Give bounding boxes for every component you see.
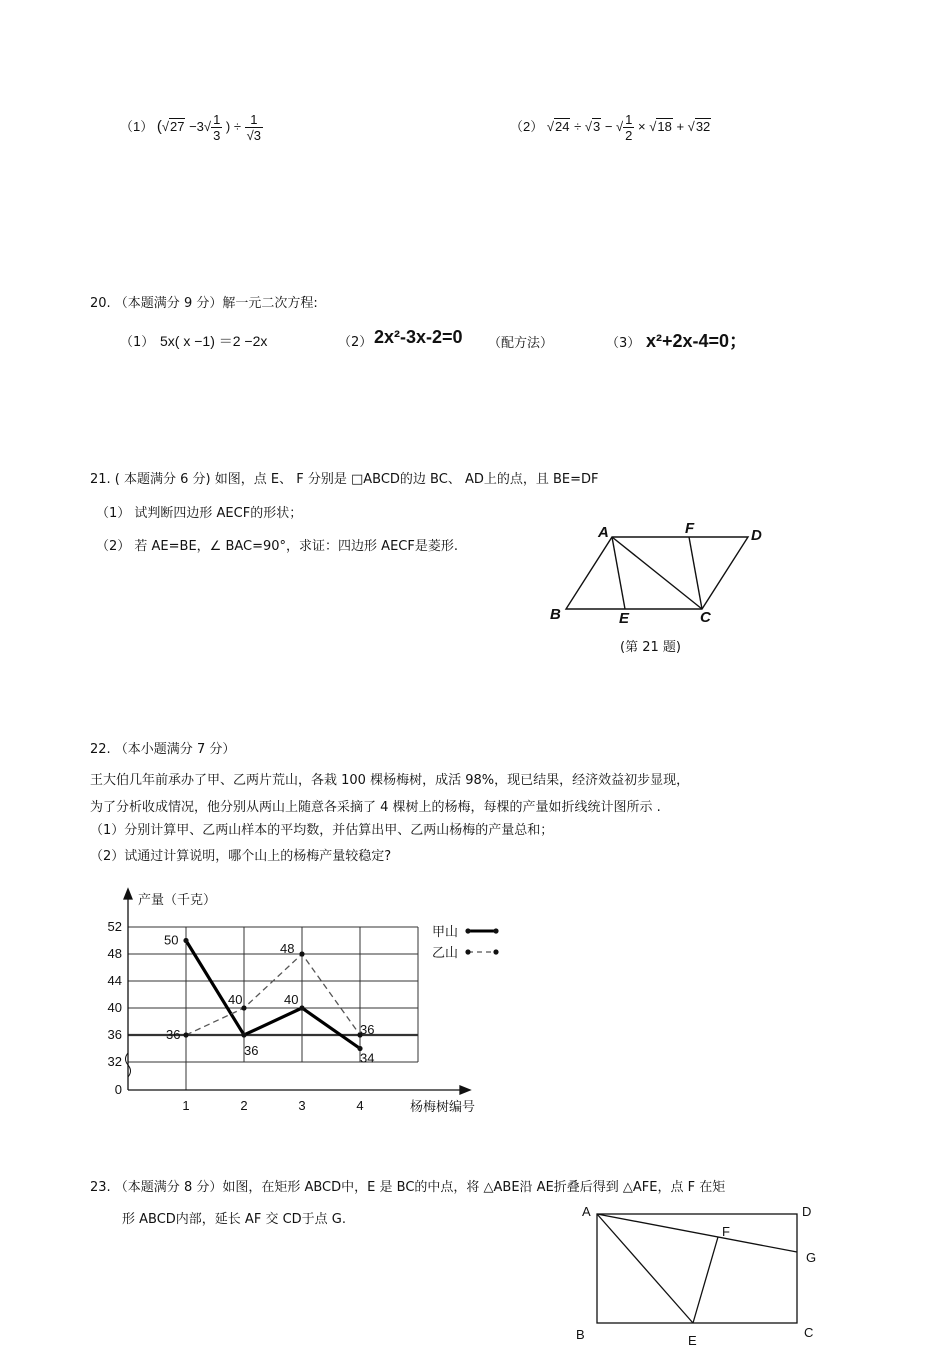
q21-label-d: D: [751, 527, 762, 544]
q19-p1-label: （1）: [120, 118, 154, 134]
x-axis-title: 杨梅树编号: [410, 1099, 476, 1114]
q20-part3-expr: x²+2x-4=0；: [646, 331, 748, 351]
q19-p2-label: （2）: [510, 118, 544, 134]
q21-label-f: F: [685, 520, 695, 537]
x-tick-label: 4: [356, 1098, 364, 1113]
legend-label: 乙山: [432, 945, 459, 960]
data-label: 36: [360, 1022, 375, 1037]
q23-segment-ae: [597, 1214, 693, 1323]
legend-marker: [493, 928, 498, 933]
data-label: 40: [228, 992, 243, 1007]
q20-part2-expr: 2x²-3x-2=0: [374, 327, 463, 347]
series-line-1: [186, 941, 360, 1049]
q19-p1-coef: −3: [189, 118, 204, 134]
q22-line-chart: [100, 885, 520, 1120]
legend-label: 甲山: [432, 924, 459, 939]
q19-p2-radicand-3: 3: [592, 118, 601, 134]
legend-marker: [493, 949, 498, 954]
data-label: 36: [166, 1027, 181, 1042]
q19-p2-div: ÷: [574, 118, 582, 134]
q22-heading: 22. （本小题满分 7 分）: [90, 742, 236, 757]
y-axis-title: 产量（千克）: [138, 892, 217, 907]
x-tick-labels: [182, 1098, 363, 1113]
q21-label-a: A: [598, 524, 609, 541]
y-tick-label: 0: [114, 1082, 122, 1097]
q19-p2-radicand-24: 24: [554, 118, 570, 134]
chart-grid: [128, 927, 418, 1090]
q23-label-g: G: [806, 1250, 817, 1265]
q23-line2: 形 ABCD内部，延长 AF 交 CD于点 G.: [122, 1212, 346, 1227]
q23-segment-ag: [597, 1214, 797, 1252]
q23-line1: 23. （本题满分 8 分）如图，在矩形 ABCD中，E 是 BC的中点，将 △ABE沿 AE折叠后得到 △AFE，点 F 在矩: [90, 1180, 726, 1195]
q21-label-b: B: [550, 606, 561, 623]
data-label: 48: [280, 941, 295, 956]
q19-p2-minus: −: [604, 118, 613, 134]
q21-segment-ac: [612, 537, 702, 609]
legend-marker: [465, 928, 470, 933]
y-tick-label: 36: [107, 1027, 122, 1042]
q22-line2: 为了分析收成情况，他分别从两山上随意各采摘了 4 棵树上的杨梅，每棵的产量如折线统计图所示 .: [90, 800, 661, 815]
q21-label-c: C: [700, 609, 711, 626]
data-label: 34: [360, 1050, 375, 1066]
q21-segment-ae: [612, 537, 625, 609]
q22-part2: （2）试通过计算说明，哪个山上的杨梅产量较稳定?: [90, 849, 392, 864]
q23-label-b: B: [576, 1327, 585, 1342]
q22-line1: 王大伯几年前承办了甲、乙两片荒山，各栽 100 棵杨梅树，成活 98%，现已结果，经济效益初步显现，: [90, 773, 690, 788]
q19-p1-frac-1-sqrt3: $\frac{1}{√3}$: [246, 112, 261, 143]
data-point: [183, 1032, 188, 1037]
q19-p2-times: ×: [638, 118, 646, 134]
legend-marker: [465, 949, 470, 954]
q19-p2-radicand-18: 18: [657, 118, 672, 134]
q19-part2: （2） √24 ÷ √3 − √ $\frac{1}{2}$ × √18 + √32: [510, 112, 711, 143]
q23-rectangle-abcd: [597, 1214, 797, 1323]
data-point: [183, 938, 188, 943]
q19-p2-frac-1-2: $\frac{1}{2}$: [625, 112, 633, 143]
q21-parallelogram-figure: [540, 515, 780, 635]
q21-segment-fc: [689, 537, 702, 609]
data-label: 36: [244, 1043, 259, 1058]
q23-label-d: D: [802, 1204, 812, 1219]
q21-caption: (第 21 题): [620, 640, 681, 655]
q19-p1-divide: ) ÷: [225, 118, 241, 134]
x-axis-arrow: [460, 1086, 470, 1094]
q19-p1-radicand-27: 27: [170, 118, 185, 134]
y-tick-label: 40: [107, 1000, 122, 1015]
q21-heading: 21. ( 本题满分 6 分) 如图，点 E、 F 分别是 □ABCD的边 BC、 AD上的点，且 BE=DF: [90, 472, 599, 487]
q20-part1-expr: 5x( x −1) ＝2 −2x: [160, 333, 268, 349]
data-labels: [164, 933, 374, 1066]
q20-heading: 20. （本题满分 9 分）解一元二次方程:: [90, 296, 318, 311]
data-label: 40: [284, 992, 299, 1007]
q23-rectangle-figure: [570, 1198, 830, 1346]
y-tick-label: 44: [107, 973, 122, 988]
data-label: 50: [164, 932, 179, 948]
q19-p2-radicand-32: 32: [695, 118, 711, 134]
y-tick-label: 32: [107, 1054, 122, 1069]
q23-label-e: E: [688, 1333, 697, 1346]
q22-part1: （1）分别计算甲、乙两山样本的平均数，并估算出甲、乙两山杨梅的产量总和；: [90, 823, 554, 838]
q19-p1-frac-1-3: $\frac{1}{3}$: [213, 112, 221, 143]
x-tick-label: 3: [298, 1098, 306, 1113]
y-axis-arrow: [124, 889, 132, 899]
chart-legend: [432, 924, 499, 960]
q23-segment-fe: [693, 1237, 718, 1323]
q20-part2-label: （2）: [338, 335, 373, 350]
q20-part3-label: （3）: [606, 336, 641, 351]
q20-part1-label: （1）: [120, 335, 155, 350]
data-point: [299, 951, 304, 956]
q19-part1: （1） (√27 −3√ $\frac{1}{3}$ ) ÷ $\frac{1}{√3}$: [120, 112, 261, 143]
y-tick-label: 48: [107, 946, 122, 961]
q21-label-e: E: [619, 610, 630, 627]
y-tick-label: 52: [107, 919, 122, 934]
data-point: [299, 1005, 304, 1010]
q19-p2-plus: +: [676, 118, 685, 134]
q20-part2-note: （配方法）: [488, 336, 554, 351]
x-tick-label: 2: [240, 1098, 248, 1113]
x-tick-label: 1: [182, 1098, 190, 1113]
q23-label-a: A: [582, 1204, 591, 1219]
q19-p1-open-paren: (: [156, 117, 162, 135]
q23-label-c: C: [804, 1325, 814, 1340]
q21-part2: （2） 若 AE=BE，∠ BAC=90°，求证：四边形 AECF是菱形.: [96, 539, 458, 554]
y-tick-labels: [108, 919, 122, 1097]
q21-part1: （1） 试判断四边形 AECF的形状；: [96, 506, 303, 521]
data-point: [241, 1032, 246, 1037]
q23-label-f: F: [722, 1224, 730, 1239]
